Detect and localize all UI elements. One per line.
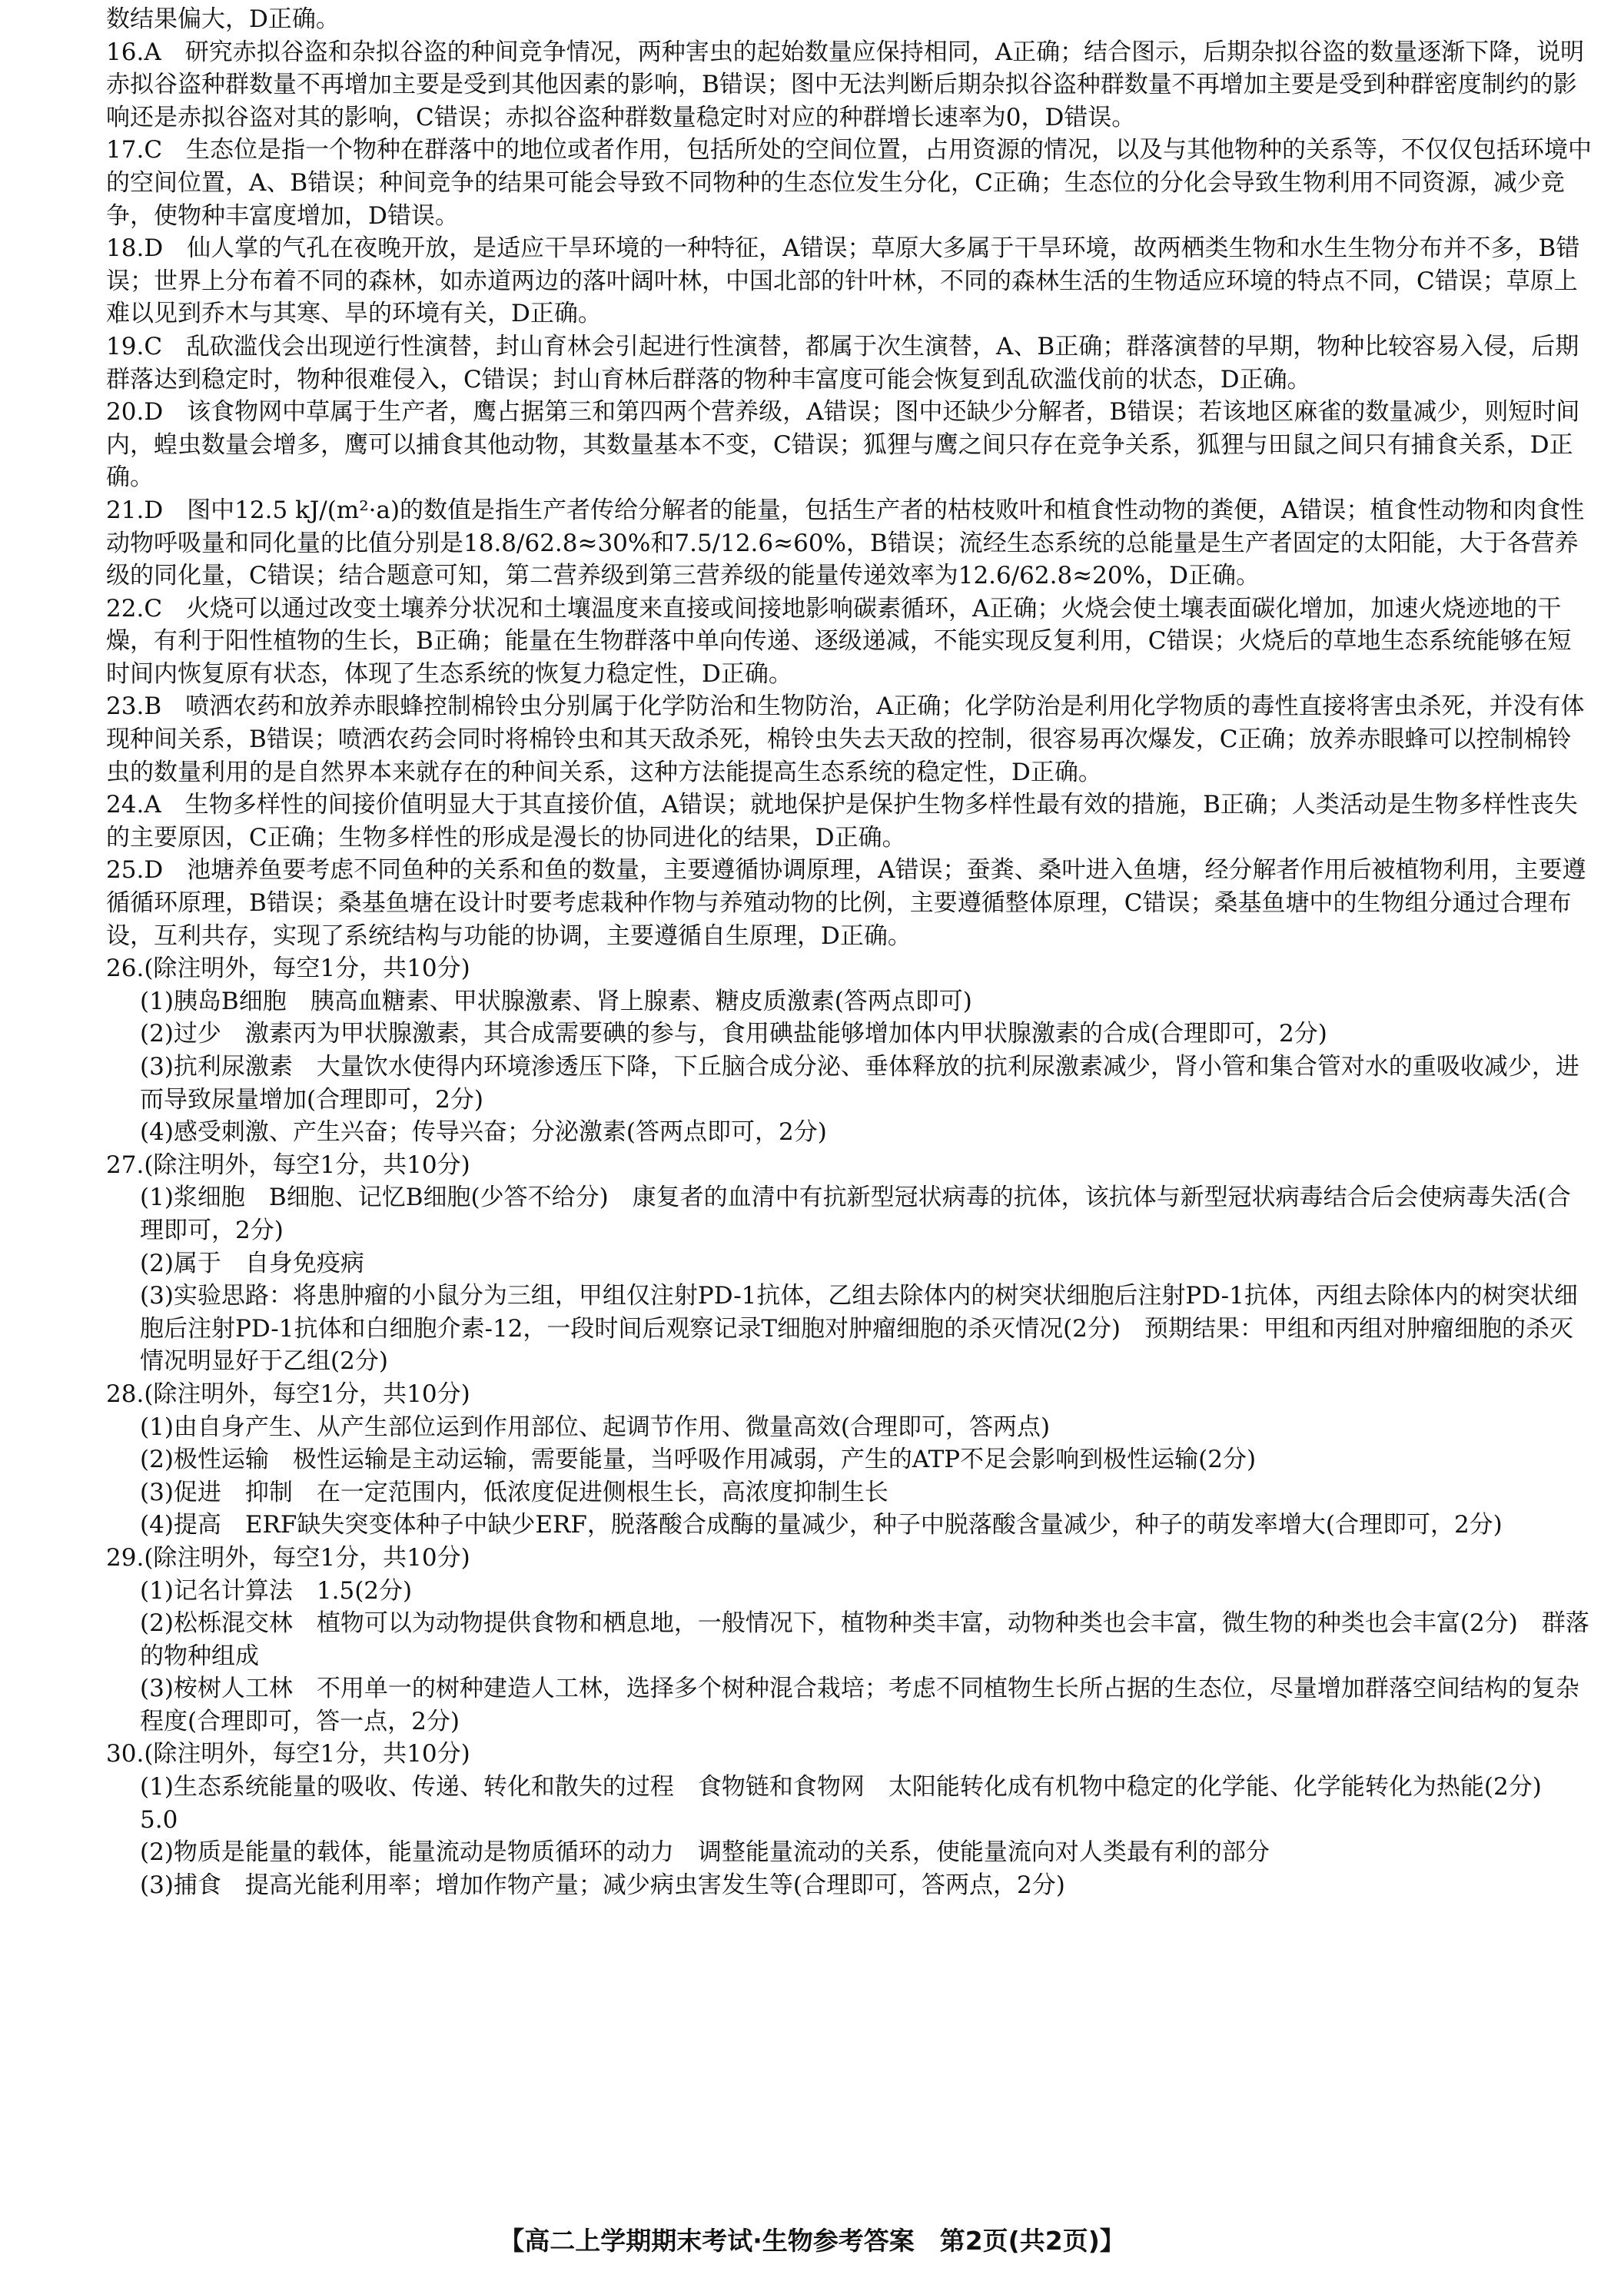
scoring-note: (除注明外，每空1分，共10分) [144,1543,470,1572]
sub-answer: (3)捕食 提高光能利用率；增加作物产量；减少病虫害发生等(合理即可，答两点，2分) [140,1871,1065,1899]
mc-item-20 [106,396,1593,494]
item-answer: D [144,234,164,263]
item-answer: D [144,398,164,427]
sub-answer: (1)由自身产生、从产生部位运到作用部位、起调节作用、微量高效(合理即可，答两点) [140,1413,1051,1441]
item-explanation: 该食物网中草属于生产者，鹰占据第三和第四两个营养级，A错误；图中还缺少分解者，B错误；若该地区麻雀的数量减少，则短时间内，蝗虫数量会增多，鹰可以捕食其他动物，其数量基本不变，C错误；狐狸与鹰之间只存在竞争关系，狐狸与田鼠之间只有捕食关系，D正确。 [106,398,1580,492]
item-number: 19. [106,332,144,360]
item-number: 29. [106,1543,144,1572]
item-explanation: 火烧可以通过改变土壤养分状况和土壤温度来直接或间接地影响碳素循环，A正确；火烧会使土壤表面碳化增加，加速火烧迹地的干燥，有利于阳性植物的生长，B正确；能量在生物群落中单向传递、逐级递减，不能实现反复利用，C错误；火烧后的草地生态系统能够在短时间内恢复原有状态，体现了生态系统的恢复力稳定性，D正确。 [106,594,1572,688]
item-explanation: 生物多样性的间接价值明显大于其直接价值，A错误；就地保护是保护生物多样性最有效的措施，B正确；人类活动是生物多样性丧失的主要原因，C正确；生物多样性的形成是漫长的协同进化的结果，D正确。 [106,791,1578,852]
item-number: 27. [106,1151,144,1179]
item-answer: B [144,692,162,721]
answer-content [106,3,1593,1901]
sub-answer: (2)松栎混交林 植物可以为动物提供食物和栖息地，一般情况下，植物种类丰富，动物种类也会丰富，微生物的种类也会丰富(2分) 群落的物种组成 [140,1609,1589,1670]
question-28 [106,1378,1593,1542]
mc-item-21 [106,494,1593,593]
item-answer: C [144,332,163,360]
item-number: 17. [106,136,144,164]
sub-answer: (2)物质是能量的载体，能量流动是物质循环的动力 调整能量流动的关系，使能量流向对人类最有利的部分 [140,1838,1270,1867]
sub-answer: (3)抗利尿激素 大量饮水使得内环境渗透压下降，下丘脑合成分泌、垂体释放的抗利尿激素减少，肾小管和集合管对水的重吸收减少，进而导致尿量增加(合理即可，2分) [140,1053,1579,1114]
mc-item-24 [106,789,1593,854]
page-footer: 【高二上学期期末考试·生物参考答案 第2页(共2页)】 [499,2226,1125,2256]
mc-item-16 [106,36,1593,134]
question-26 [106,952,1593,1149]
item-number: 16. [106,38,144,66]
question-header [106,1542,1593,1575]
item-answer: C [144,136,163,164]
question-header [106,1378,1593,1411]
item-number: 20. [106,398,144,427]
item-answer: D [144,496,164,524]
sub-answer: (1)浆细胞 B细胞、记忆B细胞(少答不给分) 康复者的血清中有抗新型冠状病毒的抗体，该抗体与新型冠状病毒结合后会使病毒失活(合理即可，2分) [140,1184,1571,1244]
mc-item-18 [106,232,1593,330]
item-number: 18. [106,234,144,263]
item-answer: A [144,791,161,819]
item-explanation: 仙人掌的气孔在夜晚开放，是适应干旱环境的一种特征，A错误；草原大多属于干旱环境，故两栖类生物和水生生物分布并不多，B错误；世界上分布着不同的森林，如赤道两边的落叶阔叶林，中国北部的针叶林，不同的森林生活的生物适应环境的特点不同，C错误；草原上难以见到乔木与其寒、旱的环境有关，D正确。 [106,234,1580,328]
sub-answer: (2)极性运输 极性运输是主动运输，需要能量，当呼吸作用减弱，产生的ATP不足会影响到极性运输(2分) [140,1446,1257,1474]
sub-answer: (4)感受刺激、产生兴奋；传导兴奋；分泌激素(答两点即可，2分) [140,1118,827,1147]
sub-answer: (3)实验思路：将患肿瘤的小鼠分为三组，甲组仅注射PD-1抗体，乙组去除体内的树突状细胞后注射PD-1抗体，丙组去除体内的树突状细胞后注射PD-1抗体和白细胞介素-12，一段时间后观察记录T细胞对肿瘤细胞的杀灭情况(2分) 预期结果：甲组和丙组对肿瘤细胞的杀灭情况明显好于乙组(2分) [140,1282,1578,1376]
question-27 [106,1149,1593,1378]
sub-answer: (1)胰岛B细胞 胰高血糖素、甲状腺激素、肾上腺素、糖皮质激素(答两点即可) [140,987,972,1015]
sub-answer: (2)属于 自身免疫病 [140,1249,364,1277]
question-header [106,952,1593,985]
item-explanation: 乱砍滥伐会出现逆行性演替，封山育林会引起进行性演替，都属于次生演替，A、B正确；群落演替的早期，物种比较容易入侵，后期群落达到稳定时，物种很难侵入，C错误；封山育林后群落的物种丰富度可能会恢复到乱砍滥伐前的状态，D正确。 [106,332,1579,394]
mc-item-23 [106,690,1593,789]
item-answer: A [144,38,161,66]
mc-item-25 [106,854,1593,952]
item-answer: C [144,594,163,623]
item-number: 21. [106,496,144,524]
item-explanation: 池塘养鱼要考虑不同鱼种的关系和鱼的数量，主要遵循协调原理，A错误；蚕粪、桑叶进入鱼塘，经分解者作用后被植物利用，主要遵循循环原理，B错误；桑基鱼塘在设计时要考虑栽种作物与养殖动物的比例，主要遵循整体原理，C错误；桑基鱼塘中的生物组分通过合理布设，互利共存，实现了系统结构与功能的协调，主要遵循自生原理，D正确。 [106,856,1586,950]
scoring-note: (除注明外，每空1分，共10分) [144,1151,470,1179]
scoring-note: (除注明外，每空1分，共10分) [144,1380,470,1408]
sub-answer: (1)记名计算法 1.5(2分) [140,1576,413,1605]
item-number: 25. [106,856,144,885]
sub-answer: (2)过少 激素丙为甲状腺激素，其合成需要碘的参与，食用碘盐能够增加体内甲状腺激素的合成(合理即可，2分) [140,1020,1327,1048]
item-number: 24. [106,791,144,819]
item-explanation: 图中12.5 kJ/(m²·a)的数值是指生产者传给分解者的能量，包括生产者的枯枝败叶和植食性动物的粪便，A错误；植食性动物和肉食性动物呼吸量和同化量的比值分别是18.8/62.8≈30%和7.5/12.6≈60%，B错误；流经生态系统的总能量是生产者固定的太阳能，大于各营养级的同化量，C错误；结合题意可知，第二营养级到第三营养级的能量传递效率为12.6/62.8≈20%，D正确。 [106,496,1585,590]
sub-answer: (3)促进 抑制 在一定范围内，低浓度促进侧根生长，高浓度抑制生长 [140,1478,888,1506]
item-number: 26. [106,955,144,983]
mc-item-19 [106,330,1593,396]
item-number: 30. [106,1740,144,1768]
item-number: 28. [106,1380,144,1408]
sub-answer: (3)桉树人工林 不用单一的树种建造人工林，选择多个树种混合栽培；考虑不同植物生长所占据的生态位，尽量增加群落空间结构的复杂程度(合理即可，答一点，2分) [140,1675,1579,1735]
item-explanation: 生态位是指一个物种在群落中的地位或者作用，包括所处的空间位置，占用资源的情况，以及与其他物种的关系等，不仅仅包括环境中的空间位置，A、B错误；种间竞争的结果可能会导致不同物种的生态位发生分化，C正确；生态位的分化会导致生物利用不同资源，减少竞争，使物种丰富度增加，D错误。 [106,136,1592,230]
scoring-note: (除注明外，每空1分，共10分) [144,1740,470,1768]
item-number: 22. [106,594,144,623]
question-header [106,1149,1593,1182]
mc-item-22 [106,593,1593,691]
item-number: 23. [106,692,144,721]
item-explanation: 研究赤拟谷盗和杂拟谷盗的种间竞争情况，两种害虫的起始数量应保持相同，A正确；结合图示，后期杂拟谷盗的数量逐渐下降，说明赤拟谷盗种群数量不再增加主要是受到其他因素的影响，B错误；图中无法判断后期杂拟谷盗种群数量不再增加主要是受到种群密度制约的影响还是赤拟谷盗对其的影响，C错误；赤拟谷盗种群数量稳定时对应的种群增长速率为0，D错误。 [106,38,1585,131]
sub-answer: (4)提高 ERF缺失突变体种子中缺少ERF，脱落酸合成酶的量减少，种子中脱落酸含量减少，种子的萌发率增大(合理即可，2分) [140,1511,1503,1539]
item-answer: D [144,856,164,885]
question-header [106,1738,1593,1771]
mc-item-17 [106,134,1593,232]
lead-line: 数结果偏大，D正确。 [106,5,340,33]
scoring-note: (除注明外，每空1分，共10分) [144,955,470,983]
question-30 [106,1738,1593,1901]
sub-answer: (1)生态系统能量的吸收、传递、转化和散失的过程 食物链和食物网 太阳能转化成有机物中稳定的化学能、化学能转化为热能(2分) 5.0 [140,1773,1566,1834]
question-29 [106,1542,1593,1738]
item-explanation: 喷洒农药和放养赤眼蜂控制棉铃虫分别属于化学防治和生物防治，A正确；化学防治是利用化学物质的毒性直接将害虫杀死，并没有体现种间关系，B错误；喷洒农药会同时将棉铃虫和其天敌杀死，棉铃虫失去天敌的控制，很容易再次爆发，C正确；放养赤眼蜂可以控制棉铃虫的数量利用的是自然界本来就存在的种间关系，这种方法能提高生态系统的稳定性，D正确。 [106,692,1585,786]
